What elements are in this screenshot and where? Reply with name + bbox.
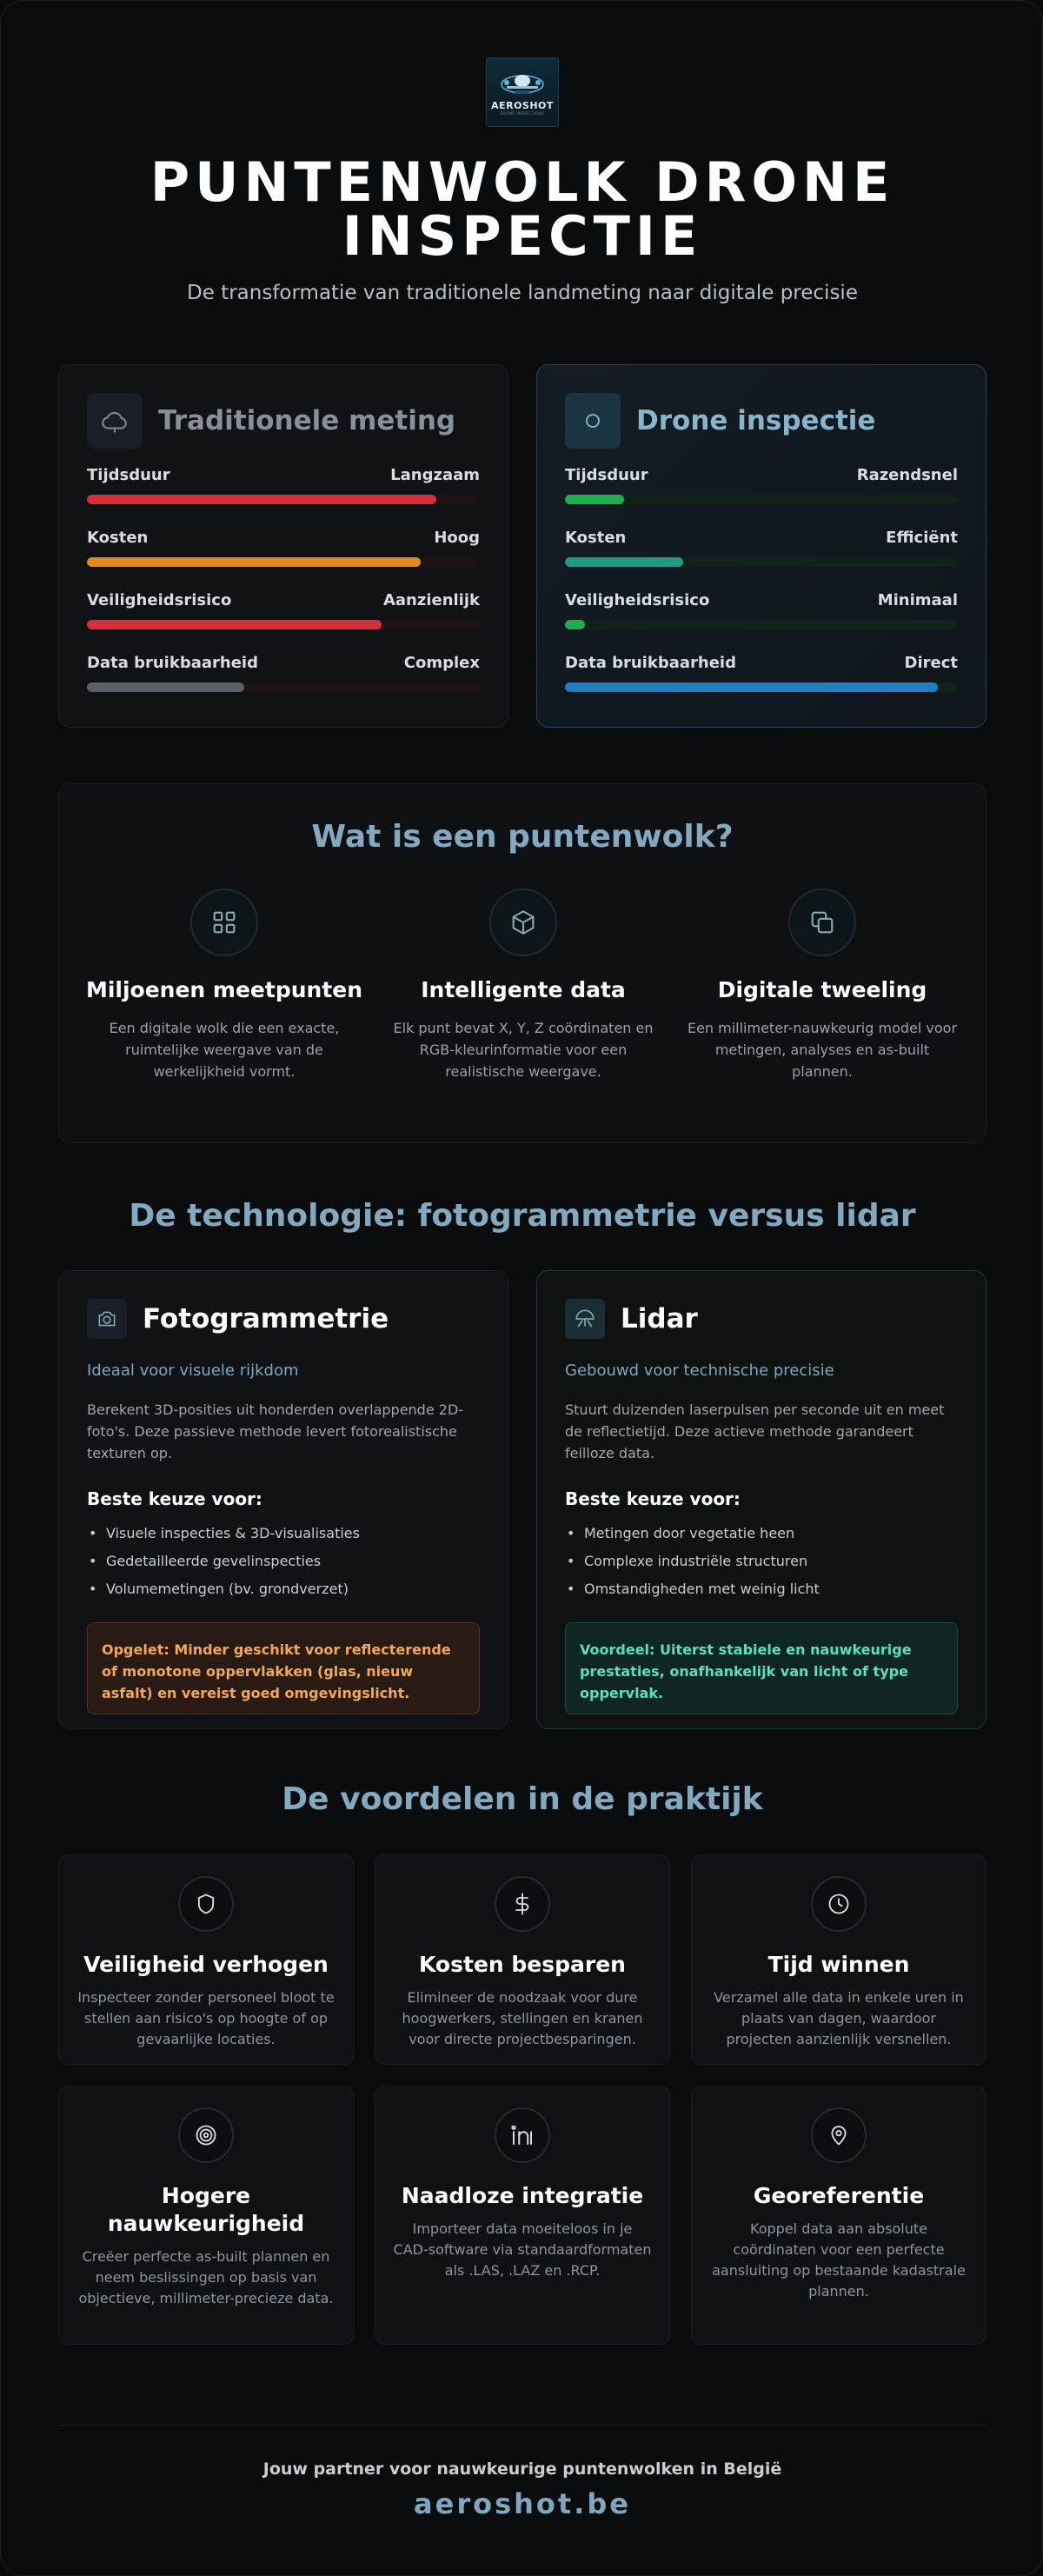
page-subtitle: De transformatie van traditionele landmeting naar digitale precisie (187, 282, 858, 304)
warning-callout: Opgelet: Minder geschikt voor reflecterende of monotone oppervlakken (glas, nieuw asfalt) en vereist goed omgevingslicht. (87, 1622, 480, 1714)
advantage-title: Hogere nauwkeurigheid (107, 2183, 305, 2236)
advantages-title: De voordelen in de praktijk (282, 1781, 763, 1817)
tech-description: Stuurt duizenden laserpulsen per seconde uit en meet de reflectietijd. Deze actieve methode garandeert feilloze data. (565, 1401, 945, 1461)
lidar-card (536, 1270, 987, 1729)
tech-name: Lidar (621, 1303, 698, 1335)
clock-icon (811, 1876, 867, 1932)
technology-title: De technologie: fotogrammetrie versus lidar (129, 1198, 916, 1234)
advantage-text: Elimineer de noodzaak voor dure hoogwerkers, stellingen en kranen voor directe projectbesparingen. (402, 1989, 643, 2047)
fotogrammetrie-card (58, 1270, 508, 1729)
drone-title: Drone inspectie (636, 405, 876, 436)
metric-value: Minimaal (877, 591, 958, 609)
metric-row (565, 654, 958, 716)
drone-metrics (565, 466, 958, 716)
metric-bar-fill (87, 682, 244, 692)
advantage-text: Importeer data moeiteloos in je CAD-software via standaardformaten als .LAS, .LAZ en .RCP. (393, 2220, 652, 2279)
advantage-text: Koppel data aan absolute coördinaten voor een perfecte aansluiting op bestaande kadastrale plannen. (712, 2220, 966, 2300)
tech-description: Berekent 3D-posities uit honderden overlappende 2D-foto's. Deze passieve methode levert fotorealistische texturen op. (87, 1401, 464, 1461)
feature-meetpunten (85, 889, 363, 1082)
advantage-text: Creëer perfecte as-built plannen en neem beslissingen op basis van objectieve, millimeter-precieze data. (78, 2248, 334, 2306)
advantage-card-integratie (375, 2086, 670, 2345)
metric-label: Kosten (565, 529, 627, 547)
list-item: • Complexe industriële structuren (565, 1548, 958, 1575)
feature-title: Digitale tweeling (717, 977, 927, 1002)
metric-label: Data bruikbaarheid (565, 654, 736, 672)
umbrella-icon (565, 1299, 605, 1339)
tech-name: Fotogrammetrie (143, 1303, 389, 1335)
advantage-card-georeferentie (691, 2086, 987, 2345)
feature-text: Een millimeter-nauwkeurig model voor metingen, analyses en as-built plannen. (687, 1020, 958, 1080)
metric-bar-track (565, 557, 958, 567)
metric-bar-fill (565, 682, 938, 692)
linkedin-icon (495, 2107, 550, 2163)
puntenwolk-section (58, 783, 987, 1143)
advantage-callout: Voordeel: Uiterst stabiele en nauwkeurige prestaties, onafhankelijk van licht of type oppervlak. (565, 1622, 958, 1714)
metric-label: Kosten (87, 529, 149, 547)
advantage-title: Georeferentie (753, 2183, 925, 2208)
metric-bar-fill (565, 557, 683, 567)
metric-bar-track (87, 620, 480, 629)
metric-label: Veiligheidsrisico (565, 591, 710, 609)
metric-row (565, 466, 958, 529)
tech-tagline: Ideaal voor visuele rijkdom (87, 1361, 299, 1380)
advantage-card-nauwkeurigheid (58, 2086, 354, 2345)
advantage-text: Verzamel alle data in enkele uren in plaats van dagen, waardoor projecten aanzienlijk versnellen. (714, 1989, 964, 2047)
metric-row (87, 654, 480, 716)
footer-divider (58, 2425, 987, 2426)
list-item: • Metingen door vegetatie heen (565, 1520, 958, 1548)
metric-value: Langzaam (390, 466, 480, 484)
puntenwolk-title: Wat is een puntenwolk? (311, 819, 734, 855)
metric-value: Efficiënt (886, 529, 958, 547)
cube-icon (489, 889, 557, 956)
traditional-comparison-card (58, 364, 508, 728)
traditional-title: Traditionele meting (158, 405, 456, 436)
advantage-title: Tijd winnen (767, 1952, 910, 1977)
metric-value: Direct (904, 654, 958, 672)
use-case-list (87, 1520, 480, 1603)
tech-tagline: Gebouwd voor technische precisie (565, 1361, 834, 1380)
traditional-metrics (87, 466, 480, 716)
camera-icon (87, 1299, 127, 1339)
metric-row (565, 529, 958, 591)
metric-row (565, 591, 958, 654)
metric-bar-track (565, 620, 958, 629)
metric-value: Hoog (434, 529, 480, 547)
metric-bar-fill (87, 557, 421, 567)
metric-bar-fill (565, 620, 585, 629)
feature-text: Een digitale wolk die een exacte, ruimtelijke weergave van de werkelijkheid vormt. (109, 1020, 340, 1080)
metric-label: Veiligheidsrisico (87, 591, 232, 609)
logo-subtext: DRONE INSPECTIONS (500, 111, 545, 116)
metric-bar-fill (87, 620, 382, 629)
shield-icon (178, 1876, 234, 1932)
list-item: • Visuele inspecties & 3D-visualisaties (87, 1520, 480, 1548)
metric-bar-track (87, 682, 480, 692)
feature-title: Miljoenen meetpunten (85, 977, 363, 1002)
feature-intelligente-data (384, 889, 662, 1082)
dollar-icon (495, 1876, 550, 1932)
metric-bar-track (565, 682, 958, 692)
logo-wordmark: AEROSHOT (491, 100, 554, 111)
advantage-text: Inspecteer zonder personeel bloot te stellen aan risico's op hoogte of op gevaarlijke locaties. (77, 1989, 335, 2047)
advantage-title: Kosten besparen (419, 1952, 626, 1977)
best-choice-label: Beste keuze voor: (87, 1488, 262, 1509)
list-item: • Gedetailleerde gevelinspecties (87, 1548, 480, 1575)
metric-bar-track (87, 495, 480, 504)
cloud-icon (87, 393, 143, 449)
advantage-card-kosten (375, 1854, 670, 2065)
metric-label: Tijdsduur (87, 466, 170, 484)
metric-value: Complex (403, 654, 480, 672)
feature-title: Intelligente data (421, 977, 626, 1002)
list-item: • Omstandigheden met weinig licht (565, 1575, 958, 1603)
advantage-card-tijd (691, 1854, 987, 2065)
page-title: PUNTENWOLK DRONE INSPECTIE (149, 150, 895, 268)
metric-row (87, 529, 480, 591)
footer-tagline: Jouw partner voor nauwkeurige puntenwolken in België (262, 2460, 782, 2479)
target-icon (178, 2107, 234, 2163)
best-choice-label: Beste keuze voor: (565, 1488, 741, 1509)
metric-label: Tijdsduur (565, 466, 648, 484)
advantage-card-veiligheid (58, 1854, 354, 2065)
grid-icon (190, 889, 258, 956)
feature-text: Elk punt bevat X, Y, Z coördinaten en RGB-kleurinformatie voor een realistische weergave. (393, 1020, 654, 1080)
footer-website-link[interactable]: aeroshot.be (414, 2487, 631, 2520)
metric-value: Aanzienlijk (382, 591, 480, 609)
metric-row (87, 466, 480, 529)
metric-value: Razendsnel (856, 466, 958, 484)
drone-logo-icon (500, 69, 545, 98)
copy-icon (788, 889, 856, 956)
advantage-title: Veiligheid verhogen (83, 1952, 329, 1977)
drone-comparison-card (536, 364, 987, 728)
feature-digitale-tweeling (683, 889, 961, 1082)
list-item: • Volumemetingen (bv. grondverzet) (87, 1575, 480, 1603)
metric-bar-fill (87, 495, 436, 504)
metric-label: Data bruikbaarheid (87, 654, 258, 672)
advantage-title: Naadloze integratie (401, 2183, 644, 2208)
metric-bar-track (87, 557, 480, 567)
metric-row (87, 591, 480, 654)
drone-icon (565, 393, 621, 449)
metric-bar-fill (565, 495, 624, 504)
map-pin-icon (811, 2107, 867, 2163)
aeroshot-logo (486, 57, 559, 127)
metric-bar-track (565, 495, 958, 504)
use-case-list (565, 1520, 958, 1603)
